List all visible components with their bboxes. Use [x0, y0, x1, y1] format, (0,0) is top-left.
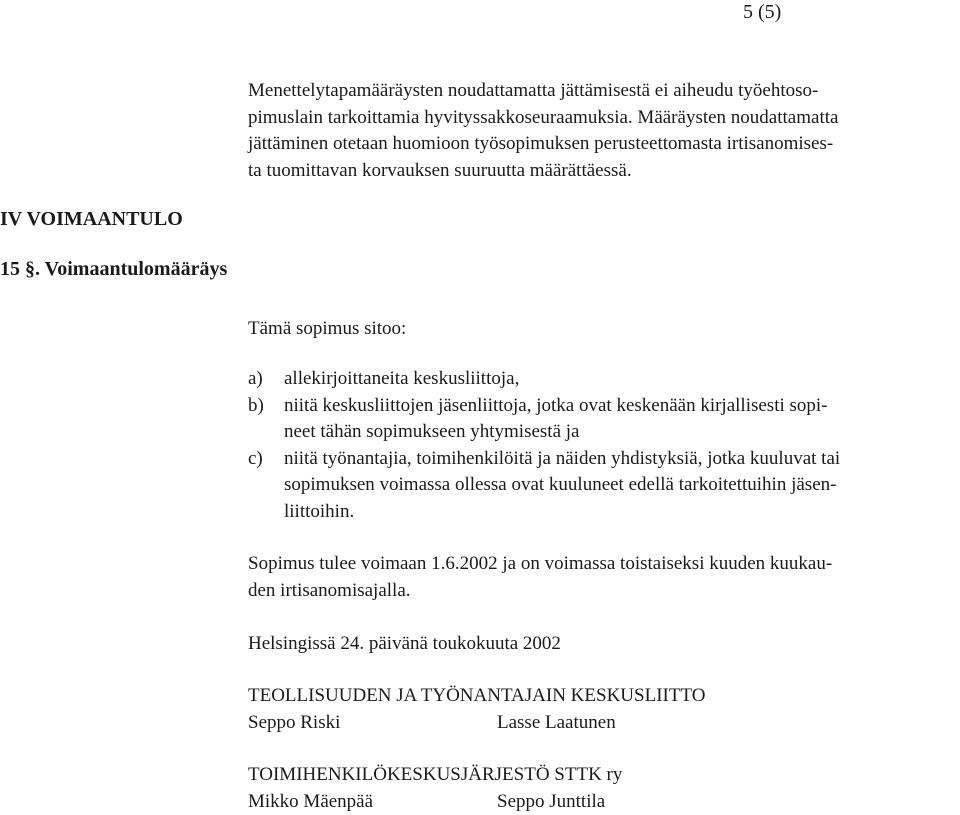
validity-line: Sopimus tulee voimaan 1.6.2002 ja on voimassa toistaiseksi kuuden kuukau- [248, 551, 832, 578]
intro-line: pimuslain tarkoittamia hyvityssakkoseuraamuksia. Määräysten noudattamatta [248, 105, 838, 132]
list-text: niitä työnantajia, toimihenkilöitä ja näiden yhdistyksiä, jotka kuuluvat tai [284, 448, 840, 469]
list-text-continuation: liittoihin. [284, 499, 354, 526]
list-item [248, 366, 519, 393]
list-letter: a) [248, 366, 284, 393]
intro-line: Menettelytapamääräysten noudattamatta jättämisestä ei aiheudu työehtoso- [248, 78, 818, 105]
section-heading: IV VOIMAANTULO [0, 208, 183, 231]
binding-intro: Tämä sopimus sitoo: [248, 316, 406, 343]
list-letter: b) [248, 393, 284, 420]
list-item [248, 446, 840, 473]
signer-name: Seppo Riski [248, 710, 340, 737]
validity-line: den irtisanomisajalla. [248, 578, 411, 605]
signatory-organization: TOIMIHENKILÖKESKUSJÄRJESTÖ STTK ry [248, 762, 622, 789]
intro-line: jättäminen otetaan huomioon työsopimuksen perusteettomasta irtisanomises- [248, 131, 833, 158]
list-letter: c) [248, 446, 284, 473]
signer-name: Mikko Mäenpää [248, 789, 373, 815]
clause-heading: 15 §. Voimaantulomääräys [0, 258, 227, 281]
signatory-organization: TEOLLISUUDEN JA TYÖNANTAJAIN KESKUSLIITTO [248, 683, 705, 710]
list-text-continuation: sopimuksen voimassa ollessa ovat kuuluneet edellä tarkoitettuihin jäsen- [284, 472, 836, 499]
list-text: allekirjoittaneita keskusliittoja, [284, 368, 519, 389]
list-item [248, 393, 828, 420]
list-text-continuation: neet tähän sopimukseen yhtymisestä ja [284, 419, 579, 446]
signer-name: Seppo Junttila [497, 789, 605, 815]
list-text: niitä keskusliittojen jäsenliittoja, jotka ovat keskenään kirjallisesti sopi- [284, 395, 828, 416]
place-date: Helsingissä 24. päivänä toukokuuta 2002 [248, 631, 561, 658]
page-number: 5 (5) [743, 1, 781, 24]
intro-line: ta tuomittavan korvauksen suuruutta määrättäessä. [248, 158, 632, 185]
signer-name: Lasse Laatunen [497, 710, 616, 737]
